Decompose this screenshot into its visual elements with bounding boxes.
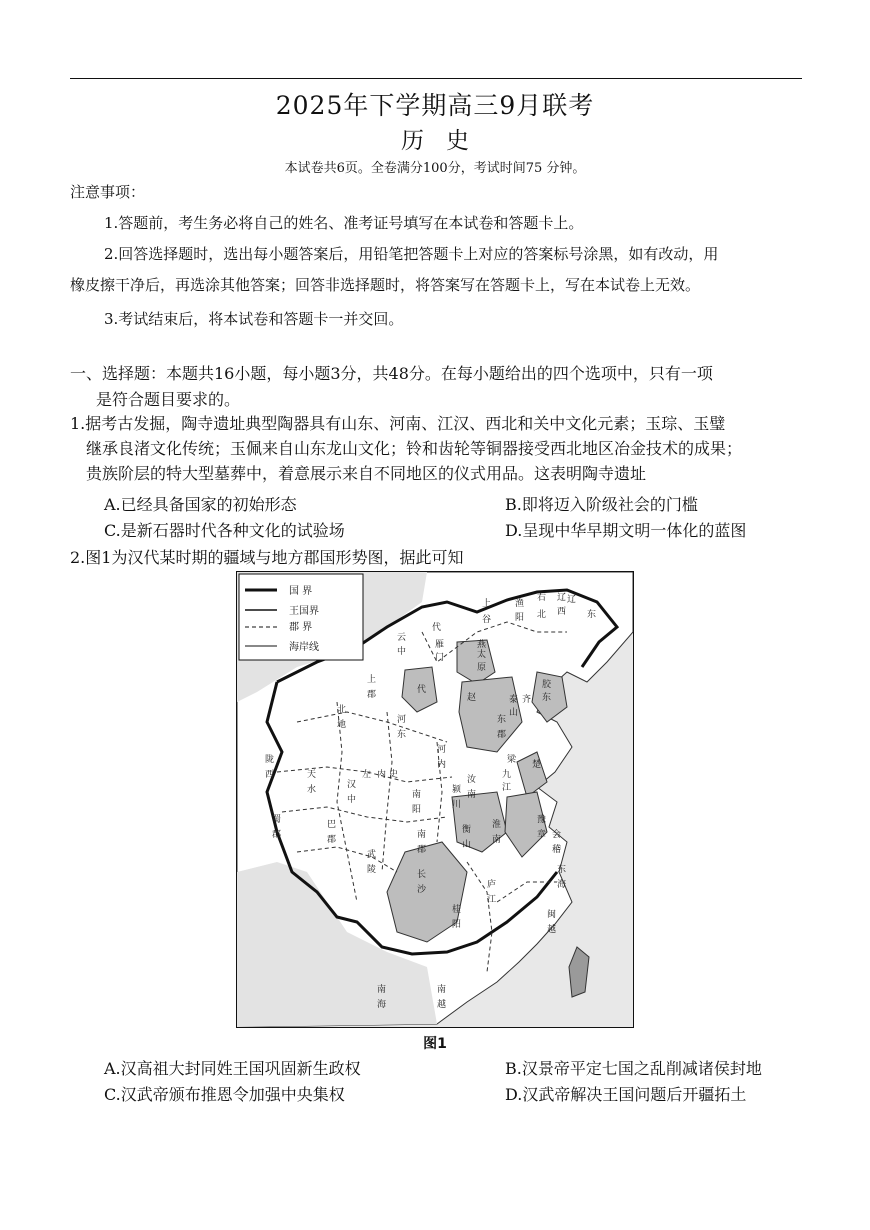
map-place-label: 上 — [367, 675, 377, 685]
map-place-label: 山 — [462, 840, 472, 850]
map-place-label: 左 — [362, 770, 372, 780]
q1-line-1: 1.据考古发掘，陶寺遗址典型陶器具有山东、河南、江汉、西北和关中文化元素；玉琮、玉璧 — [70, 414, 726, 433]
map-place-label: 梁 — [507, 755, 517, 765]
map-place-label: 阳 — [412, 805, 422, 815]
subject-title: 历史 — [401, 128, 491, 154]
notice-heading: 注意事项： — [70, 183, 146, 201]
map-place-label: 渔 — [515, 599, 525, 609]
map-place-label: 章 — [537, 830, 547, 840]
legend-commandery-border: 郡 界 — [289, 622, 313, 633]
map-place-label: 稽 — [552, 845, 562, 855]
map-graphic — [237, 572, 633, 1027]
exam-meta: 本试卷共6页。全卷满分100分，考试时间75 分钟。 — [284, 161, 586, 176]
section-line-2: 是符合题目要求的。 — [96, 390, 241, 409]
map-place-label: 沙 — [417, 885, 427, 895]
map-place-label: 谷 — [482, 615, 492, 625]
map-place-label: 北 — [537, 610, 547, 620]
map-place-label: 史 — [389, 770, 399, 780]
map-place-label: 阳 — [452, 920, 462, 930]
map-place-label: 天 — [307, 770, 317, 780]
map-place-label: 郡 — [497, 730, 507, 740]
map-place-label: 原 — [477, 663, 487, 673]
map-place-label: 越 — [437, 1000, 447, 1010]
map-place-label: 川 — [452, 800, 462, 810]
notice-item-2-line-1: 2.回答选择题时，选出每小题答案后，用铅笔把答题卡上对应的答案标号涂黑，如有改动，用 — [104, 245, 719, 263]
q1-option-b[interactable]: B.即将迈入阶级社会的门槛 — [505, 495, 698, 514]
map-place-label: 桂 — [452, 905, 462, 915]
map-place-label: 汝 — [467, 775, 477, 785]
map-place-label: 云 — [397, 633, 407, 643]
map-place-label: 内 — [377, 770, 387, 780]
map-place-label: 汉 — [347, 780, 357, 790]
map-place-label: 东 — [397, 730, 407, 740]
map-place-label: 东 — [557, 865, 567, 875]
map-place-label: 南 — [377, 985, 387, 995]
map-place-label: 郡 — [327, 835, 337, 845]
map-place-label: 西 — [557, 607, 567, 617]
map-place-label: 雁 — [435, 640, 445, 650]
notice-item-2-line-2: 橡皮擦干净后，再选涂其他答案；回答非选择题时，将答案写在答题卡上，写在本试卷上无效。 — [70, 276, 701, 294]
map-place-label: 郡 — [367, 690, 377, 700]
map-place-label: 衡 — [462, 825, 472, 835]
map-place-label: 陵 — [367, 865, 377, 875]
q1-option-d[interactable]: D.呈现中华早期文明一体化的蓝图 — [505, 521, 747, 540]
map-place-label: 赵 — [467, 693, 477, 703]
map-place-label: 颍 — [452, 785, 462, 795]
notice-item-3: 3.考试结束后，将本试卷和答题卡一并交回。 — [104, 310, 404, 328]
map-place-label: 辽 — [567, 595, 577, 605]
han-dynasty-map — [236, 571, 634, 1028]
map-place-label: 河 — [397, 715, 407, 725]
map-place-label: 蜀 — [272, 815, 282, 825]
map-place-label: 门 — [435, 653, 445, 663]
map-place-label: 郡 — [417, 845, 427, 855]
map-place-label: 海 — [377, 1000, 387, 1010]
map-place-label: 豫 — [537, 815, 547, 825]
map-place-label: 郡 — [272, 830, 282, 840]
map-place-label: 长 — [417, 870, 427, 880]
question-1-stem — [70, 411, 805, 486]
map-place-label: 燕 — [477, 640, 487, 650]
legend-national-border: 国 界 — [289, 586, 313, 597]
map-place-label: 西 — [265, 770, 275, 780]
map-place-label: 武 — [367, 850, 377, 860]
q1-option-a[interactable]: A.已经具备国家的初始形态 — [104, 495, 297, 514]
legend-coastline: 海岸线 — [289, 642, 319, 653]
figure-caption: 图1 — [423, 1036, 447, 1052]
map-place-label: 南 — [417, 830, 427, 840]
section-instruction — [70, 361, 805, 413]
map-place-label: 淮 — [492, 820, 502, 830]
q2-option-d[interactable]: D.汉武帝解决王国问题后开疆拓土 — [505, 1085, 747, 1104]
map-place-label: 南 — [492, 835, 502, 845]
map-place-label: 河 — [437, 745, 447, 755]
map-place-label: 会 — [552, 830, 562, 840]
q1-line-3: 贵族阶层的特大型墓葬中，着意展示来自不同地区的仪式用品。这表明陶寺遗址 — [86, 464, 647, 483]
map-place-label: 右 — [537, 593, 547, 603]
question-2-stem: 2.图1为汉代某时期的疆域与地方郡国形势图，据此可知 — [70, 548, 464, 567]
map-place-label: 东 — [497, 715, 507, 725]
map-place-label: 九 — [502, 770, 512, 780]
map-place-label: 上 — [482, 599, 492, 609]
map-place-label: 东 — [587, 610, 597, 620]
map-place-label: 中 — [347, 795, 357, 805]
map-place-label: 巴 — [327, 820, 337, 830]
map-place-label: 胶 — [542, 680, 552, 690]
map-place-label: 北 — [337, 705, 347, 715]
map-place-label: 楚 — [532, 760, 542, 770]
header-rule — [70, 78, 802, 79]
map-place-label: 阳 — [515, 613, 525, 623]
q1-option-c[interactable]: C.是新石器时代各种文化的试验场 — [104, 521, 345, 540]
map-place-label: 齐 — [522, 695, 532, 705]
map-place-label: 太 — [477, 650, 487, 660]
q1-line-2: 继承良渚文化传统；玉佩来自山东龙山文化；铃和齿轮等铜器接受西北地区冶金技术的成果； — [86, 439, 743, 458]
map-place-label: 山 — [509, 708, 519, 718]
map-place-label: 陇 — [265, 755, 275, 765]
map-place-label: 代 — [417, 685, 427, 695]
map-place-label: 南 — [437, 985, 447, 995]
notice-item-1: 1.答题前，考生务必将自己的姓名、准考证号填写在本试卷和答题卡上。 — [104, 214, 584, 232]
map-place-label: 地 — [337, 720, 347, 730]
q2-option-b[interactable]: B.汉景帝平定七国之乱削减诸侯封地 — [505, 1059, 762, 1078]
exam-title: 2025年下学期高三9月联考 — [275, 91, 595, 120]
map-place-label: 水 — [307, 785, 317, 795]
map-place-label: 代 — [432, 623, 442, 633]
section-line-1: 一、选择题：本题共16小题，每小题3分，共48分。在每小题给出的四个选项中，只有一项 — [70, 364, 713, 383]
map-place-label: 泰 — [509, 695, 519, 705]
q2-option-c[interactable]: C.汉武帝颁布推恩令加强中央集权 — [104, 1085, 345, 1104]
map-place-label: 庐 — [487, 880, 497, 890]
map-place-label: 内 — [437, 760, 447, 770]
map-place-label: 中 — [397, 647, 407, 657]
map-place-label: 南 — [412, 790, 422, 800]
map-place-label: 东 — [542, 693, 552, 703]
map-place-label: 南 — [467, 790, 477, 800]
map-place-label: 海 — [557, 880, 567, 890]
legend-kingdom-border: 王国界 — [289, 606, 319, 617]
map-place-label: 闽 — [547, 910, 557, 920]
map-place-label: 江 — [487, 895, 497, 905]
q2-option-a[interactable]: A.汉高祖大封同姓王国巩固新生政权 — [104, 1059, 361, 1078]
map-place-label: 辽 — [557, 593, 567, 603]
map-place-label: 江 — [502, 783, 512, 793]
map-place-label: 越 — [547, 925, 557, 935]
